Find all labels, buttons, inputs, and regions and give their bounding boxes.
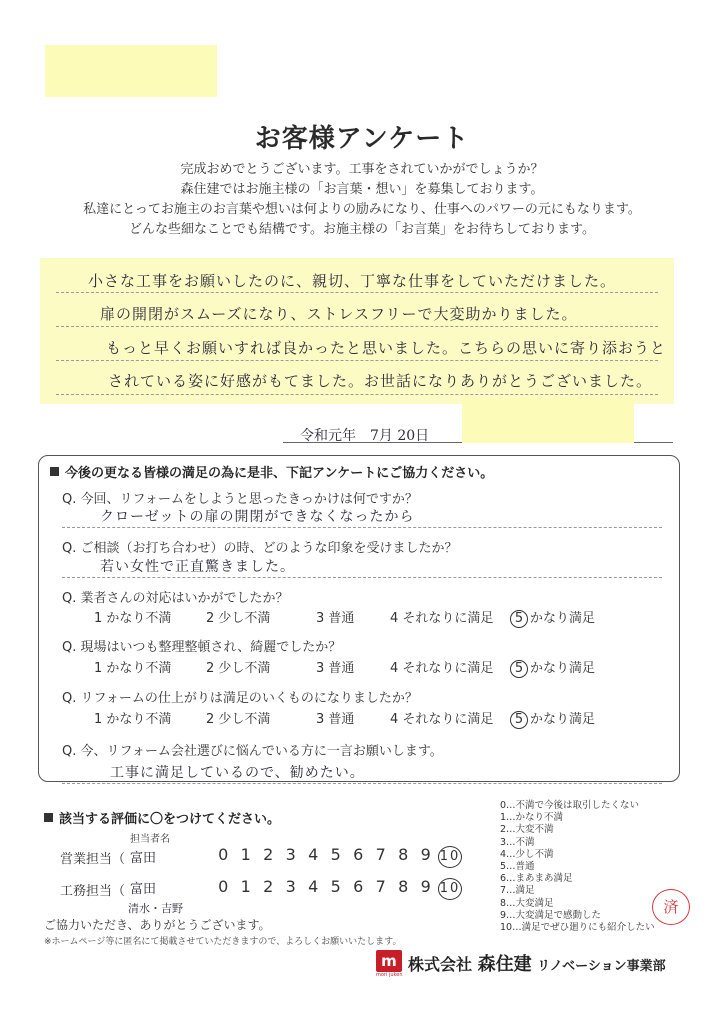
answer-1: クローゼットの扉の開閉ができなくなったから bbox=[100, 509, 415, 525]
sales-staff-label: 営業担当（ bbox=[60, 852, 126, 867]
staff-name-label: 担当者名 bbox=[130, 834, 170, 845]
rating-options-5: 1 かなり不満 2 少し不満 3 普通 4 それなりに満足 5 かなり満足 bbox=[94, 712, 596, 727]
approval-stamp: 済 bbox=[652, 889, 690, 925]
comment-box bbox=[40, 258, 674, 404]
construction-rating-scale: 0 1 2 3 4 5 6 7 8 9 10 bbox=[213, 877, 462, 900]
page-title: お客様アンケート bbox=[254, 124, 470, 154]
question-6: Q. 今、リフォーム会社選びに悩んでいる方に一言お願いします。 bbox=[62, 744, 443, 759]
question-3: Q. 業者さんの対応はいかがでしたか？ bbox=[62, 591, 289, 606]
question-1: Q. 今回、リフォームをしようと思ったきっかけは何ですか？ bbox=[62, 492, 418, 507]
construction-staff-label: 工務担当（ bbox=[60, 884, 126, 899]
date: 令和元年 7月 20日 bbox=[300, 428, 430, 444]
selected-score-circle: 10 bbox=[438, 846, 462, 868]
question-5: Q. リフォームの仕上がりは満足のいくものになりましたか？ bbox=[62, 691, 418, 706]
evaluation-header: 該当する評価に〇をつけてください。 bbox=[44, 808, 280, 827]
answer-2: 若い女性で正直驚きました。 bbox=[100, 559, 295, 575]
company-name: 株式会社 森住建 リノベーション事業部 bbox=[408, 954, 666, 975]
selected-score-circle: 10 bbox=[438, 878, 462, 900]
score-legend: 0…不満で今後は取引したくない 1…かなり不満 2…大変不満 3…不満 4…少し不満 5…普通 6…まあまあ満足 7…満足 8…大変満足 9…大変満足で感動した 10…満足でぜひ廻りにも紹介したい bbox=[500, 800, 655, 934]
selected-rating-circle: 5 bbox=[510, 660, 528, 678]
construction-staff-extra: 清水・吉野 bbox=[128, 902, 183, 915]
comment-line: 扉の開閉がスムーズになり、ストレスフリーで大変助かりました。 bbox=[100, 305, 578, 323]
comment-line: もっと早くお願いすれば良かったと思いました。こちらの思いに寄り添おうと bbox=[106, 339, 667, 357]
comment-line: 小さな工事をお願いしたのに、親切、丁寧な仕事をしていただけました。 bbox=[88, 272, 617, 290]
answer-6: 工事に満足しているので、勧めたい。 bbox=[110, 765, 365, 781]
redacted-name-top bbox=[45, 45, 217, 97]
square-bullet-icon bbox=[50, 467, 59, 476]
question-2: Q. ご相談（お打ち合わせ）の時、どのような印象を受けましたか？ bbox=[62, 541, 458, 556]
comment-line: されている姿に好感がもてました。お世話になりありがとうございました。 bbox=[108, 372, 653, 390]
selected-rating-circle: 5 bbox=[510, 610, 528, 628]
intro-line: 森住建ではお施主様の「お言葉・想い」を募集しております。 bbox=[180, 182, 544, 197]
redacted-name-date bbox=[462, 397, 634, 443]
construction-staff-name: 富田 bbox=[130, 882, 157, 897]
footnote: ※ホームページ等に匿名にて掲載させていただきますので、よろしくお願いいたします。 bbox=[44, 937, 402, 947]
logo-caption: mori juken bbox=[376, 972, 403, 978]
survey-header: 今後の更なる皆様の満足の為に是非、下記アンケートにご協力ください。 bbox=[50, 462, 493, 481]
thanks-text: ご協力いただき、ありがとうございます。 bbox=[44, 918, 271, 932]
rating-options-3: 1 かなり不満 2 少し不満 3 普通 4 それなりに満足 5 かなり満足 bbox=[94, 611, 596, 626]
intro-line: 完成おめでとうございます。工事をされていかがでしょうか？ bbox=[180, 162, 544, 177]
square-bullet-icon bbox=[44, 813, 53, 822]
question-4: Q. 現場はいつも整理整頓され、綺麗でしたか？ bbox=[62, 640, 342, 655]
intro-text bbox=[40, 160, 684, 240]
intro-line: 私達にとってお施主のお言葉や想いは何よりの励みになり、仕事へのパワーの元にもなります。 bbox=[83, 202, 641, 217]
sales-rating-scale: 0 1 2 3 4 5 6 7 8 9 10 bbox=[213, 845, 462, 868]
sales-staff-name: 富田 bbox=[130, 851, 157, 866]
rating-options-4: 1 かなり不満 2 少し不満 3 普通 4 それなりに満足 5 かなり満足 bbox=[94, 661, 596, 676]
intro-line: どんな些細なことでも結構です。お施主様の「お言葉」をお待ちしております。 bbox=[129, 222, 595, 237]
company-logo: m bbox=[376, 950, 402, 972]
selected-rating-circle: 5 bbox=[510, 711, 528, 729]
